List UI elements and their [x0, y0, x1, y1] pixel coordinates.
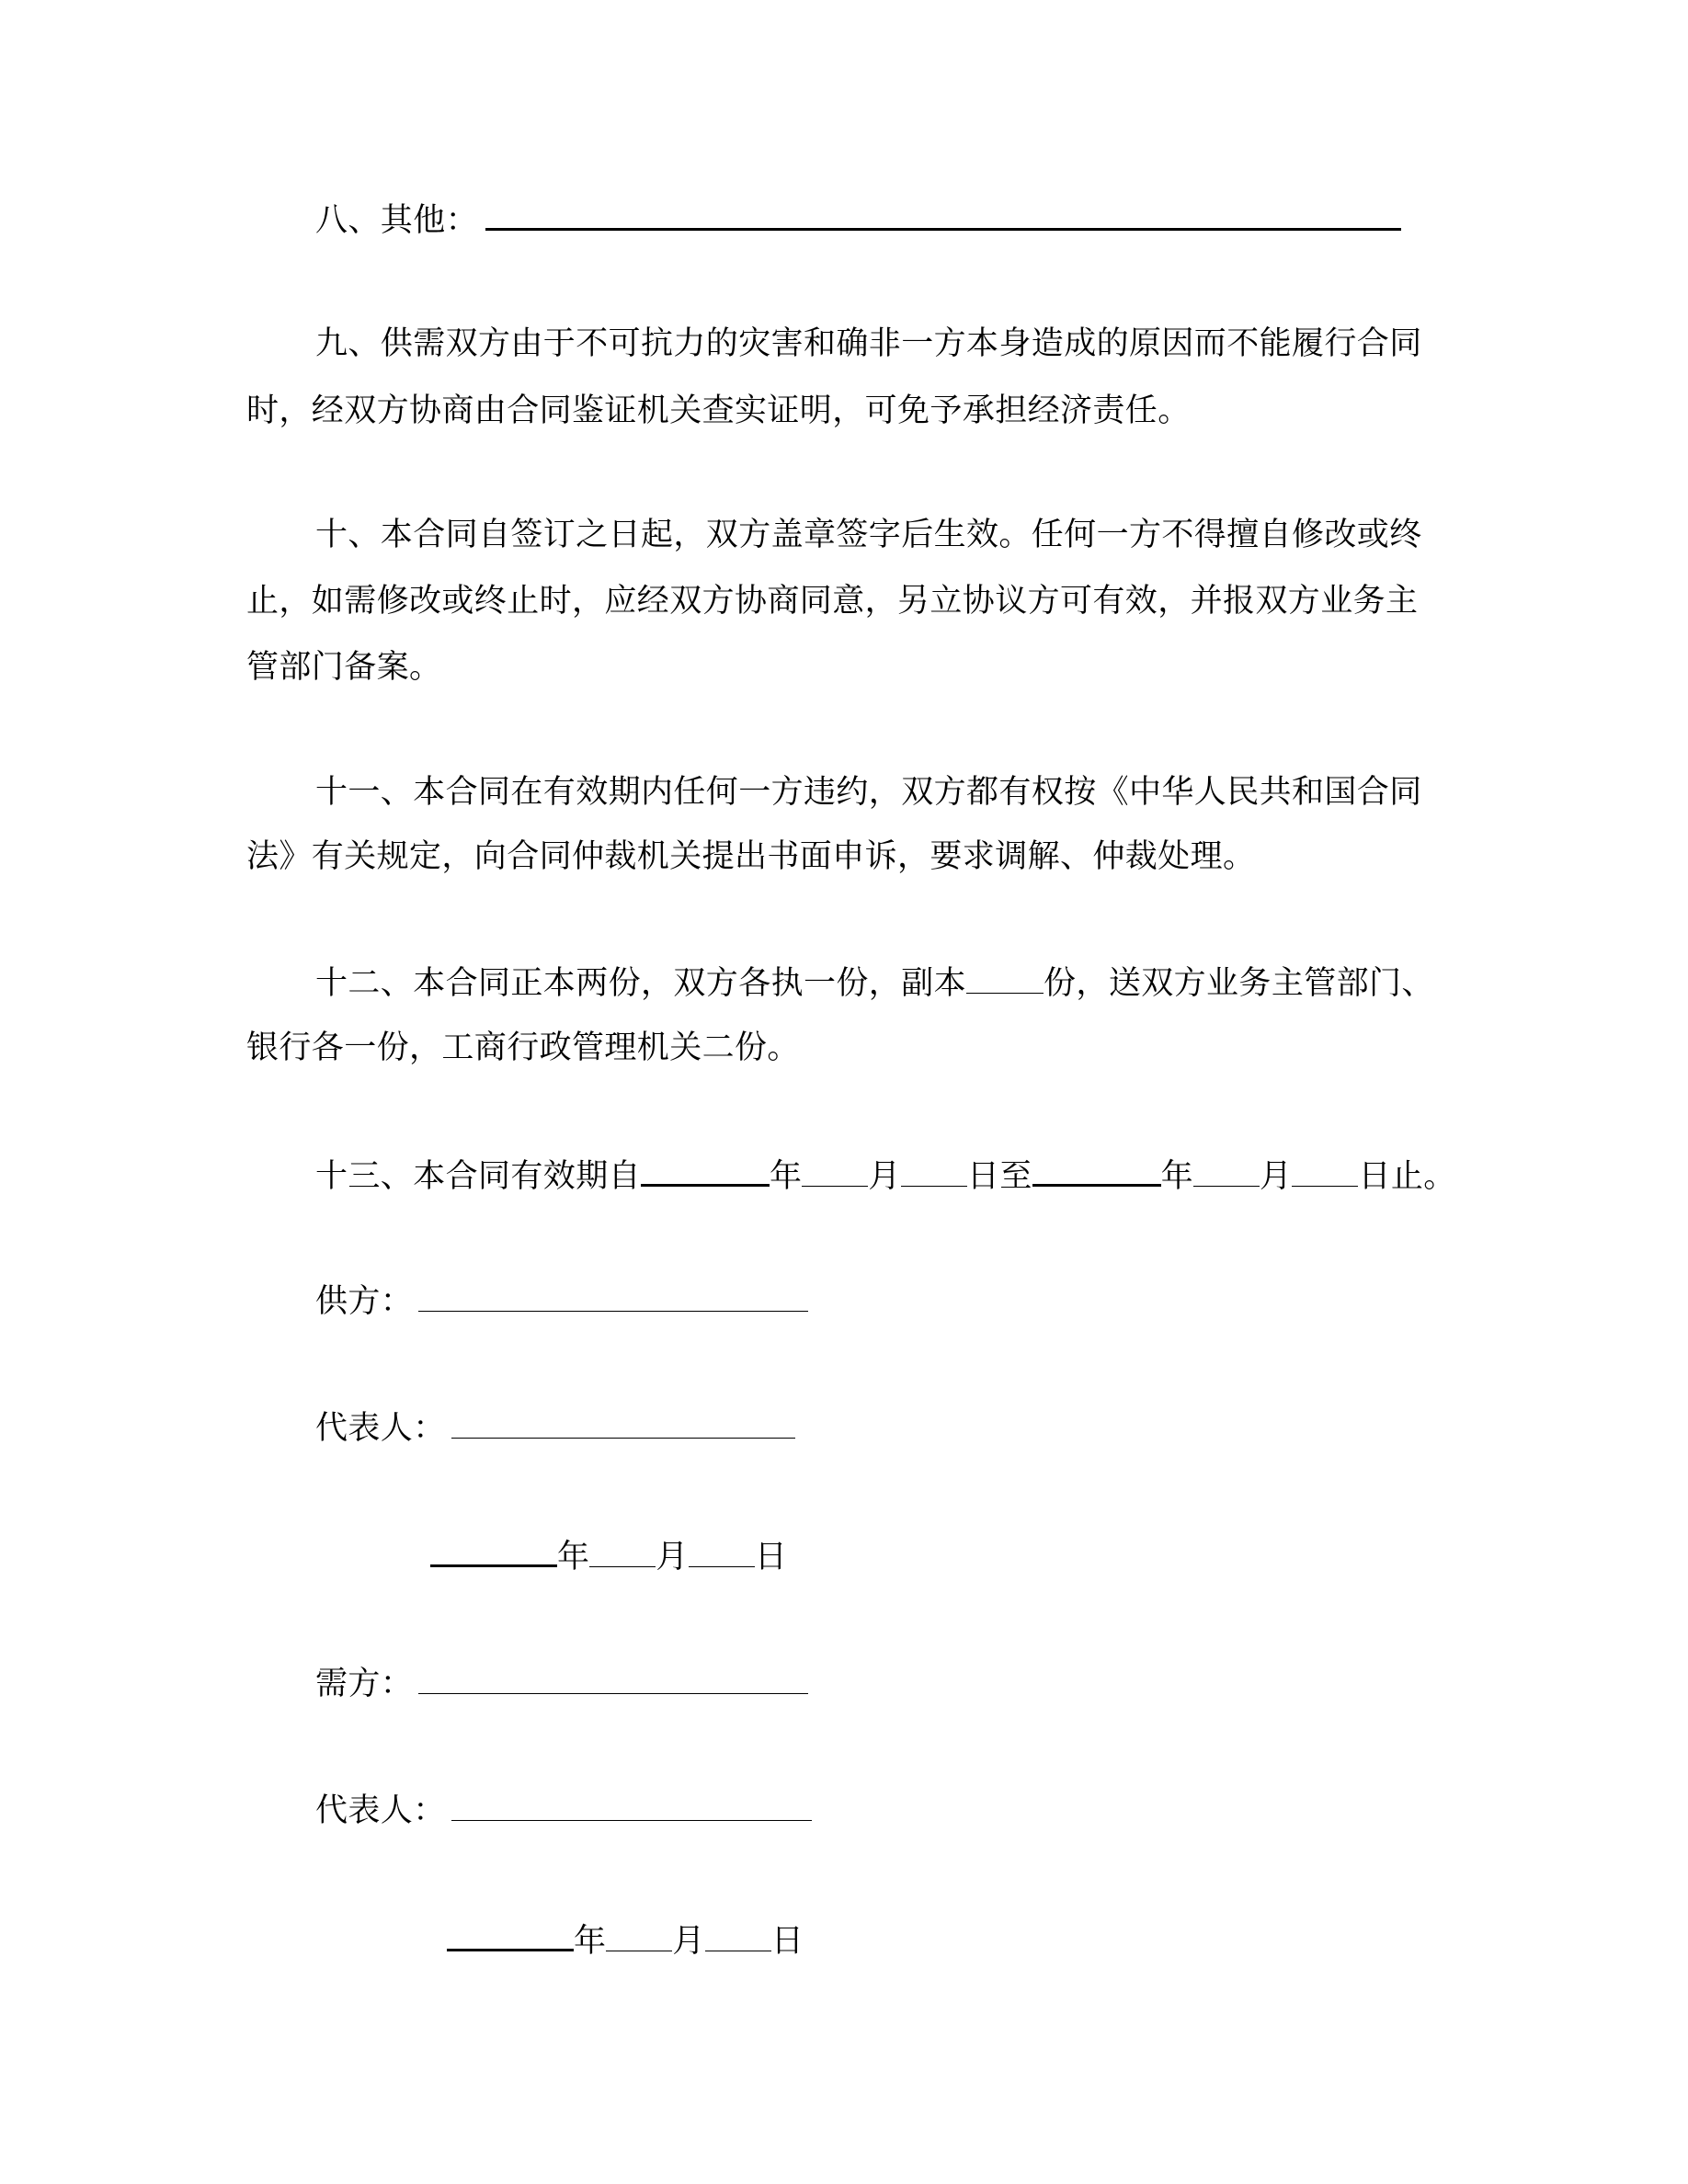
clause-12-text-a: 十二、本合同正本两份，双方各执一份，副本 — [315, 965, 967, 1002]
year-label: 年 — [1160, 1158, 1194, 1195]
buyer-date-line — [447, 1917, 804, 1962]
copies-count-blank[interactable] — [966, 961, 1044, 994]
supplier-rep-label: 代表人： — [315, 1410, 446, 1447]
supplier-date-line — [430, 1533, 787, 1577]
supplier-name-blank[interactable] — [418, 1280, 808, 1312]
clause-10-line-3: 管部门备案。 — [246, 649, 442, 686]
supplier-line — [315, 1280, 808, 1324]
clause-10-line-1: 十、本合同自签订之日起，双方盖章签字后生效。任何一方不得擅自修改或终 — [315, 517, 1422, 553]
month-label: 月 — [868, 1158, 901, 1195]
clause-8-blank[interactable] — [485, 197, 1401, 231]
buyer-rep-label: 代表人： — [315, 1792, 446, 1829]
month-label: 月 — [1260, 1158, 1293, 1195]
buyer-label: 需方： — [315, 1666, 414, 1702]
supplier-month-blank[interactable] — [589, 1535, 656, 1567]
clause-12-text-b: 份，送双方业务主管部门、 — [1044, 965, 1434, 1002]
clause-13 — [315, 1153, 1456, 1197]
supplier-year-blank[interactable] — [430, 1533, 557, 1567]
clause-11-line-2: 法》有关规定，向合同仲裁机关提出书面申诉，要求调解、仲裁处理。 — [246, 838, 1256, 875]
clause-9-line-1: 九、供需双方由于不可抗力的灾害和确非一方本身造成的原因而不能履行合同 — [315, 325, 1422, 362]
supplier-day-blank[interactable] — [689, 1535, 755, 1567]
year-label: 年 — [557, 1539, 590, 1575]
clause-9-line-2: 时，经双方协商由合同鉴证机关查实证明，可免予承担经济责任。 — [246, 392, 1191, 429]
clause-10-line-2: 止，如需修改或终止时，应经双方协商同意，另立协议方可有效，并报双方业务主 — [246, 583, 1419, 620]
clause-8-label: 八、其他： — [315, 202, 479, 239]
start-day-blank[interactable] — [901, 1155, 967, 1187]
clause-13-prefix: 十三、本合同有效期自 — [315, 1158, 642, 1195]
buyer-name-blank[interactable] — [418, 1662, 808, 1694]
clause-12-line-2: 银行各一份，工商行政管理机关二份。 — [246, 1029, 800, 1066]
supplier-label: 供方： — [315, 1283, 414, 1320]
clause-12-line-1 — [315, 961, 1434, 1006]
day-label: 日 — [754, 1539, 788, 1575]
buyer-line — [315, 1662, 808, 1706]
month-label: 月 — [656, 1539, 689, 1575]
buyer-rep-blank[interactable] — [451, 1789, 812, 1821]
year-label: 年 — [574, 1923, 607, 1960]
end-day-blank[interactable] — [1292, 1155, 1358, 1187]
month-label: 月 — [672, 1923, 705, 1960]
buyer-rep-line — [315, 1789, 812, 1833]
end-month-blank[interactable] — [1193, 1155, 1260, 1187]
supplier-rep-blank[interactable] — [451, 1406, 795, 1439]
buyer-year-blank[interactable] — [447, 1917, 574, 1951]
clause-11-line-1: 十一、本合同在有效期内任何一方违约，双方都有权按《中华人民共和国合同 — [315, 774, 1422, 811]
end-year-blank[interactable] — [1032, 1153, 1161, 1187]
supplier-rep-line — [315, 1406, 795, 1450]
end-label: 日止。 — [1358, 1158, 1456, 1195]
year-label: 年 — [770, 1158, 803, 1195]
day-to-label: 日至 — [966, 1158, 1032, 1195]
buyer-day-blank[interactable] — [705, 1919, 771, 1951]
clause-8 — [315, 197, 1401, 241]
start-year-blank[interactable] — [641, 1153, 770, 1187]
start-month-blank[interactable] — [802, 1155, 868, 1187]
buyer-month-blank[interactable] — [606, 1919, 672, 1951]
day-label: 日 — [770, 1923, 804, 1960]
